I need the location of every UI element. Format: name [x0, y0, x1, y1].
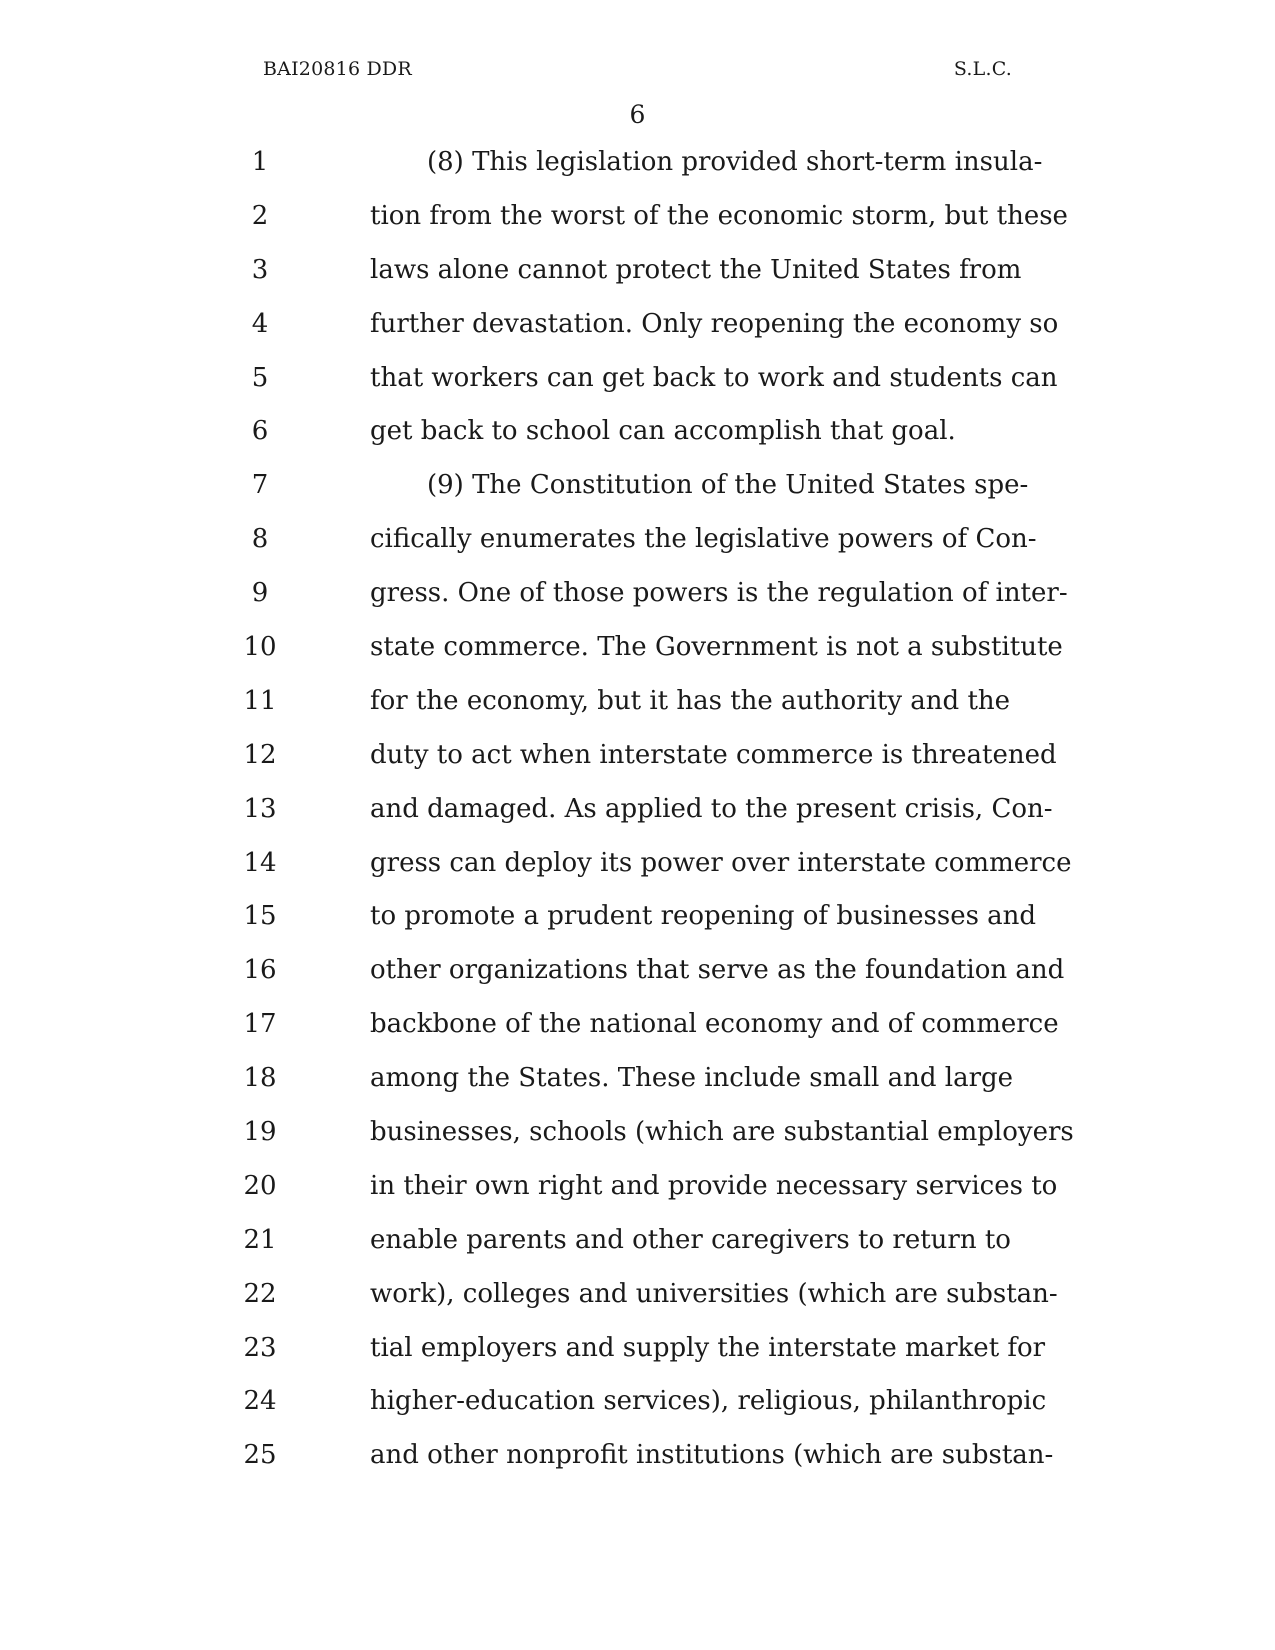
line-text: gress can deploy its power over interstate commerce	[370, 847, 1072, 878]
text-line	[0, 681, 1275, 735]
line-text: (8) This legislation provided short-term insula-	[427, 147, 1043, 177]
line-text: and other nonprofit institutions (which are substan-	[370, 1440, 1054, 1471]
text-line	[0, 142, 1275, 196]
line-text: and damaged. As applied to the present crisis, Con-	[370, 793, 1053, 824]
line-number: 23	[243, 1332, 277, 1363]
line-number: 8	[251, 524, 269, 555]
text-line	[0, 196, 1275, 250]
line-text: among the States. These include small and large	[370, 1063, 1014, 1094]
text-line	[0, 1435, 1275, 1489]
line-text: laws alone cannot protect the United States from	[370, 254, 1022, 285]
line-text: other organizations that serve as the foundation and	[370, 955, 1065, 986]
line-text: get back to school can accomplish that goal.	[370, 416, 956, 447]
text-line	[0, 465, 1275, 519]
line-text: further devastation. Only reopening the economy so	[370, 308, 1059, 339]
line-number: 20	[243, 1170, 277, 1201]
line-number: 10	[243, 632, 277, 663]
line-text: duty to act when interstate commerce is threatened	[370, 739, 1057, 770]
line-text: backbone of the national economy and of commerce	[370, 1009, 1059, 1040]
text-line	[0, 1112, 1275, 1166]
text-line	[0, 1381, 1275, 1435]
line-number: 3	[251, 254, 269, 285]
line-number: 12	[243, 739, 277, 770]
text-line	[0, 411, 1275, 465]
line-number: 9	[251, 578, 269, 609]
text-line	[0, 304, 1275, 358]
line-number: 2	[251, 200, 269, 231]
text-line	[0, 358, 1275, 412]
line-number: 16	[243, 955, 277, 986]
text-line	[0, 627, 1275, 681]
text-line	[0, 896, 1275, 950]
text-line	[0, 1220, 1275, 1274]
line-text: for the economy, but it has the authority and the	[370, 685, 1011, 716]
line-text: work), colleges and universities (which are substan-	[370, 1278, 1058, 1309]
text-line	[0, 1058, 1275, 1112]
page-number: 6	[629, 100, 646, 129]
line-number: 1	[251, 147, 269, 177]
line-text: to promote a prudent reopening of businesses and	[370, 901, 1037, 932]
text-line	[0, 950, 1275, 1004]
document-id: BAI20816 DDR	[263, 58, 412, 80]
text-line	[0, 789, 1275, 843]
line-text: tial employers and supply the interstate market for	[370, 1332, 1046, 1363]
line-text: tion from the worst of the economic storm, but these	[370, 200, 1068, 231]
line-number: 25	[243, 1440, 277, 1471]
line-text: that workers can get back to work and students can	[370, 362, 1058, 393]
text-line	[0, 573, 1275, 627]
line-number: 7	[251, 470, 269, 501]
line-text: state commerce. The Government is not a substitute	[370, 632, 1063, 663]
line-text: cifically enumerates the legislative powers of Con-	[370, 524, 1037, 555]
text-line	[0, 519, 1275, 573]
line-number: 13	[243, 793, 277, 824]
line-text: businesses, schools (which are substantial employers	[370, 1117, 1074, 1148]
text-line	[0, 735, 1275, 789]
line-number: 4	[251, 308, 269, 339]
line-text: higher-education services), religious, philanthropic	[370, 1386, 1047, 1417]
line-number: 14	[243, 847, 277, 878]
line-number: 19	[243, 1117, 277, 1148]
line-number: 18	[243, 1063, 277, 1094]
line-text: enable parents and other caregivers to return to	[370, 1224, 1011, 1255]
line-number: 6	[251, 416, 269, 447]
text-line	[0, 1004, 1275, 1058]
text-line	[0, 1328, 1275, 1382]
numbered-text-body	[0, 142, 1275, 1489]
line-number: 22	[243, 1278, 277, 1309]
line-number: 5	[251, 362, 269, 393]
office-code: S.L.C.	[953, 58, 1012, 80]
line-number: 15	[243, 901, 277, 932]
text-line	[0, 843, 1275, 897]
text-line	[0, 1166, 1275, 1220]
line-number: 24	[243, 1386, 277, 1417]
line-number: 21	[243, 1224, 277, 1255]
line-number: 17	[243, 1009, 277, 1040]
line-text: gress. One of those powers is the regulation of inter-	[370, 578, 1068, 609]
line-text: (9) The Constitution of the United States spe-	[427, 470, 1029, 501]
line-text: in their own right and provide necessary services to	[370, 1170, 1058, 1201]
line-number: 11	[243, 685, 277, 716]
text-line	[0, 250, 1275, 304]
text-line	[0, 1274, 1275, 1328]
